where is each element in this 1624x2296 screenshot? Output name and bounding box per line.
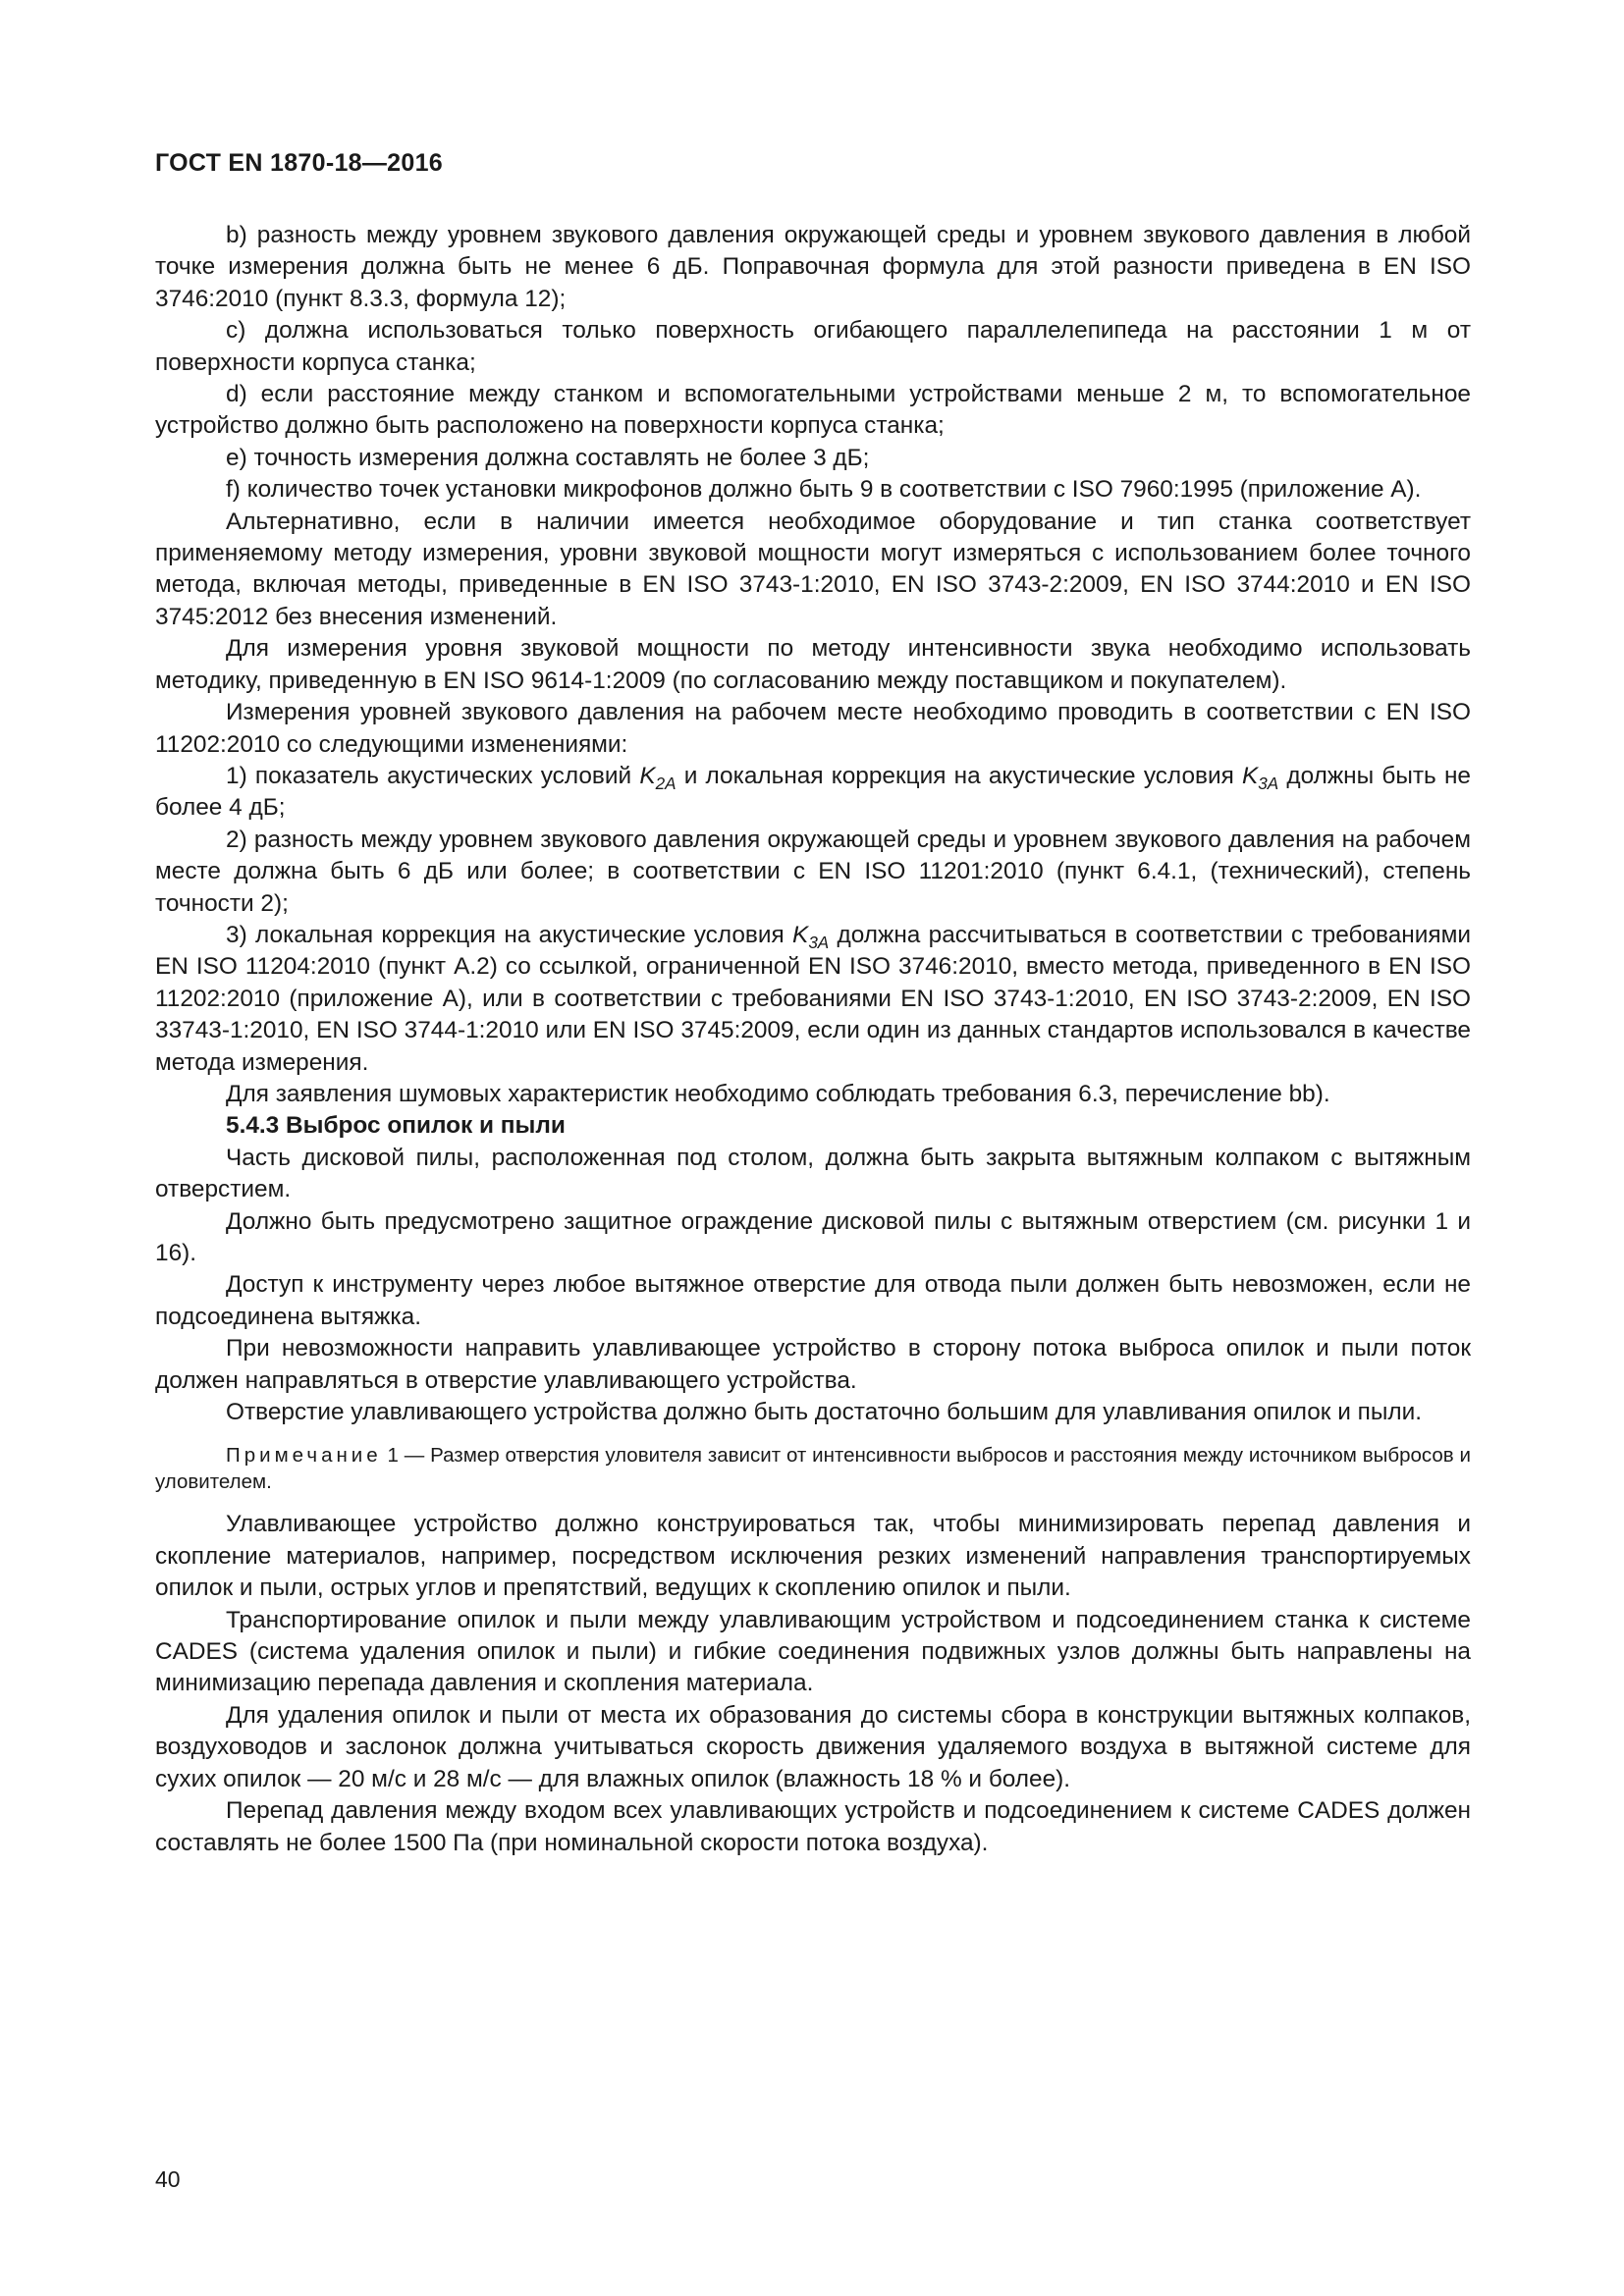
final-paragraph: Улавливающее устройство должно конструироваться так, чтобы минимизировать перепад давления и скопление материалов, например, посредством исключения резких изменений направления транспортируемых опилок и пыли, острых углов и препятствий, ведущих к скоплению опилок и пыли.	[155, 1511, 1471, 1602]
list-item-c: c) должна использоваться только поверхность огибающего параллелепипеда на расстоянии 1 м от поверхности корпуса станка;	[155, 317, 1471, 376]
item1-text-part1: 1) показатель акустических условий	[226, 762, 640, 789]
note	[155, 1442, 1471, 1495]
section-paragraph: Часть дисковой пилы, расположенная под столом, должна быть закрыта вытяжным колпаком с вытяжным отверстием.	[155, 1144, 1471, 1203]
paragraph-noise-declaration: Для заявления шумовых характеристик необходимо соблюдать требования 6.3, перечисление bb).	[226, 1080, 1330, 1107]
item1-text-part3: должны быть не более 4 дБ;	[155, 762, 1471, 822]
item1-text-part2: и локальная коррекция на акустические условия	[676, 762, 1242, 789]
section-paragraph: При невозможности направить улавливающее устройство в сторону потока выброса опилок и пыли поток должен направляться в отверстие улавливающего устройства.	[155, 1335, 1471, 1394]
numbered-item-2: 2) разность между уровнем звукового давления окружающей среды и уровнем звукового давления на рабочем месте должна быть 6 дБ или более; в соответствии с EN ISO 11201:2010 (пункт 6.4.1, (технический), степень точности 2);	[155, 826, 1471, 917]
paragraph-alternative-methods: Альтернативно, если в наличии имеется необходимое оборудование и тип станка соответствует применяемому методу измерения, уровни звуковой мощности могут измеряться с использованием более точного метода, включая методы, приведенные в EN ISO 3743-1:2010, EN ISO 3743-2:2009, EN ISO 3744:2010 и EN ISO 3745:2012 без внесения изменений.	[155, 507, 1471, 630]
item3-text-part2: должна рассчитываться в соответствии с требованиями EN ISO 11204:2010 (пункт А.2) со ссылкой, ограниченной EN ISO 3746:2010, вместо метода, приведенного в EN ISO 11202:2010 (приложение А), или в соответствии с требованиями EN ISO 3743-1:2010, EN ISO 3743-2:2009, EN ISO 33743-1:2010, EN ISO 3744-1:2010 или EN ISO 3745:2009, если один из данных стандартов использовался в качестве метода измерения.	[155, 921, 1471, 1076]
symbol-k3a: $K_{3A}$	[1242, 762, 1279, 793]
list-item-f: f) количество точек установки микрофонов должно быть 9 в соответствии с ISO 7960:1995 (приложение А).	[226, 476, 1422, 504]
numbered-item-1	[155, 761, 1471, 825]
final-paragraph: Перепад давления между входом всех улавливающих устройств и подсоединением к системе CADES должен составлять не более 1500 Па (при номинальной скорости потока воздуха).	[155, 1797, 1471, 1856]
page-number: 40	[155, 2166, 181, 2192]
section-paragraph: Доступ к инструменту через любое вытяжное отверстие для отвода пыли должен быть невозможен, если не подсоединена вытяжка.	[155, 1271, 1471, 1330]
paragraph-intensity-method: Для измерения уровня звуковой мощности по методу интенсивности звука необходимо использовать методику, приведенную в EN ISO 9614-1:2009 (по согласованию между поставщиком и покупателем).	[155, 635, 1471, 694]
section-heading: 5.4.3 Выброс опилок и пыли	[226, 1112, 566, 1140]
paragraph-workplace-measurements: Измерения уровней звукового давления на рабочем месте необходимо проводить в соответствии с EN ISO 11202:2010 со следующими изменениями:	[155, 699, 1471, 758]
list-item-b: b) разность между уровнем звукового давления окружающей среды и уровнем звукового давления в любой точке измерения должна быть не менее 6 дБ. Поправочная формула для этой разности приведена в EN ISO 3746:2010 (пункт 8.3.3, формула 12);	[155, 222, 1471, 312]
numbered-item-3	[155, 920, 1471, 1079]
symbol-k2a: $K_{2A}$	[639, 762, 677, 793]
note-text: Размер отверстия уловителя зависит от интенсивности выбросов и расстояния между источником выбросов и уловителем.	[155, 1444, 1471, 1494]
final-paragraph: Транспортирование опилок и пыли между улавливающим устройством и подсоединением станка к системе CADES (система удаления опилок и пыли) и гибкие соединения подвижных узлов должны быть направлены на минимизацию перепада давления и скопления материала.	[155, 1606, 1471, 1697]
document-body	[155, 220, 1471, 1859]
section-paragraph: Отверстие улавливающего устройства должно быть достаточно большим для улавливания опилок и пыли.	[226, 1399, 1423, 1426]
symbol-k3a: $K_{3A}$	[792, 921, 830, 952]
document-header: ГОСТ EN 1870-18—2016	[155, 149, 443, 177]
list-item-d: d) если расстояние между станком и вспомогательными устройствами меньше 2 м, то вспомогательное устройство должно быть расположено на поверхности корпуса станка;	[155, 381, 1471, 440]
final-paragraph: Для удаления опилок и пыли от места их образования до системы сбора в конструкции вытяжных колпаков, воздуховодов и заслонок должна учитываться скорость движения удаляемого воздуха в вытяжной системе для сухих опилок — 20 м/с и 28 м/с — для влажных опилок (влажность 18 % и более).	[155, 1701, 1471, 1792]
note-label: Примечание	[226, 1444, 382, 1468]
list-item-e: e) точность измерения должна составлять не более 3 дБ;	[226, 444, 870, 471]
item3-text-part1: 3) локальная коррекция на акустические условия	[226, 921, 793, 948]
section-paragraph: Должно быть предусмотрено защитное ограждение дисковой пилы с вытяжным отверстием (см. рисунки 1 и 16).	[155, 1207, 1471, 1266]
note-number: 1 —	[381, 1444, 431, 1468]
